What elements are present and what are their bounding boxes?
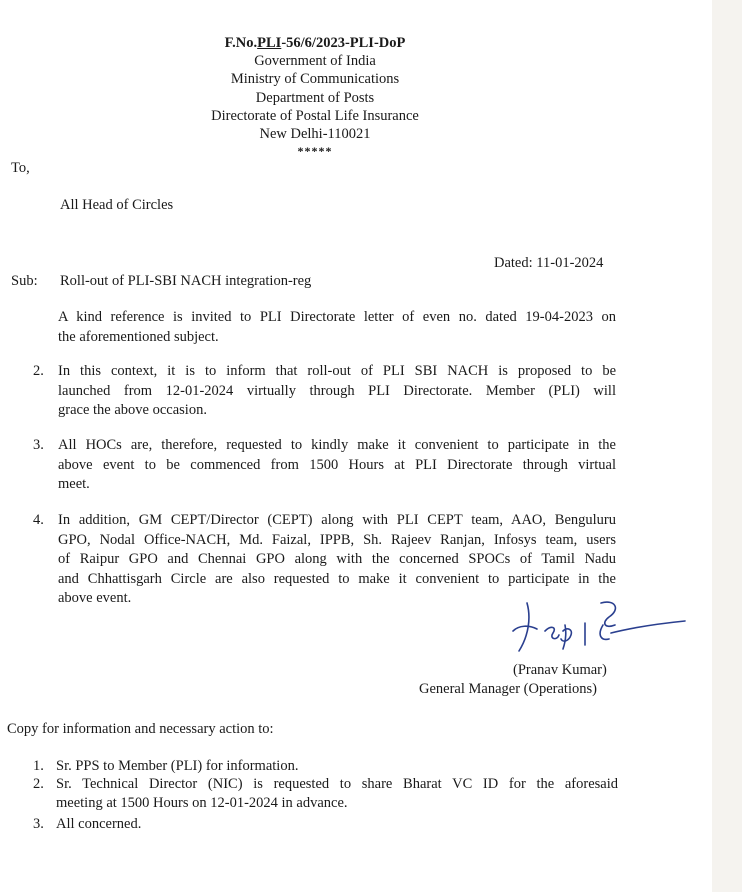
copy-item-line: Sr. Technical Director (NIC) is requested to share Bharat VC ID for the aforesaid [56,776,618,792]
paragraph-line: and Chhattisgarh Circle are also requested to make it convenient to participate in the [58,570,616,587]
header-directorate: Directorate of Postal Life Insurance [211,108,419,124]
paragraph-line: A kind reference is invited to PLI Directorate letter of even no. dated 19-04-2023 on [58,309,616,325]
header-government: Government of India [254,53,376,69]
header-department: Department of Posts [255,90,375,106]
paragraph-line: meet. [58,476,90,492]
file-number-underlined: PLI [257,35,282,51]
paragraph-line: All HOCs are, therefore, requested to kindly make it convenient to participate in the [58,437,616,453]
header-ministry: Ministry of Communications [230,71,400,87]
signatory-name: (Pranav Kumar) [513,662,607,678]
paragraph-4 [58,511,616,609]
copy-item-1 [56,757,618,776]
copy-item-1-number: 1. [33,758,44,774]
copy-item-line: All concerned. [56,816,142,832]
copy-heading: Copy for information and necessary action to: [7,721,274,737]
paragraph-3 [58,436,616,495]
subject-text: Roll-out of PLI-SBI NACH integration-reg [60,273,312,289]
page-margin-strip [712,0,742,892]
paragraph-line: the aforementioned subject. [58,328,219,345]
file-number-suffix: -56/6/2023-PLI-DoP [281,35,406,51]
paragraph-2-number: 2. [33,363,44,379]
paragraph-line: In addition, GM CEPT/Director (CEPT) along with PLI CEPT team, AAO, Benguluru [58,512,616,528]
header-stars: ***** [297,144,333,158]
to-label: To, [11,160,30,176]
file-number-prefix: F.No. [224,35,258,51]
copy-item-2-number: 2. [33,776,44,792]
paragraph-4-number: 4. [33,512,44,528]
addressee: All Head of Circles [60,197,174,213]
copy-item-3 [56,815,618,834]
paragraph-3-number: 3. [33,437,44,453]
paragraph-line: above event. [58,590,132,606]
copy-item-2 [56,775,618,813]
paragraph-2 [58,362,616,421]
paragraph-line: of Raipur GPO and Chennai GPO along with the concerned SPOCs of Tamil Nadu [58,551,616,567]
paragraph-line: grace the above occasion. [58,402,207,418]
signatory-designation: General Manager (Operations) [419,681,597,697]
file-number [150,34,480,52]
copy-item-line: Sr. PPS to Member (PLI) for information. [56,758,299,774]
copy-item-line: meeting at 1500 Hours on 12-01-2024 in advance. [56,795,348,811]
copy-item-3-number: 3. [33,816,44,832]
dated: Dated: 11-01-2024 [494,255,604,271]
paragraph-1 [58,308,616,347]
handwritten-signature [505,595,690,665]
subject-label: Sub: [11,273,38,289]
paragraph-line: above event to be commenced from 1500 Hours at PLI Directorate through virtual [58,456,616,473]
paragraph-line: In this context, it is to inform that roll-out of PLI SBI NACH is proposed to be [58,363,616,379]
paragraph-line: launched from 12-01-2024 virtually through PLI Directorate. Member (PLI) will [58,382,616,399]
header-city: New Delhi-110021 [259,126,371,142]
paragraph-line: GPO, Nodal Office-NACH, Md. Faizal, IPPB, Sh. Rajeev Ranjan, Infosys team, users [58,531,616,548]
